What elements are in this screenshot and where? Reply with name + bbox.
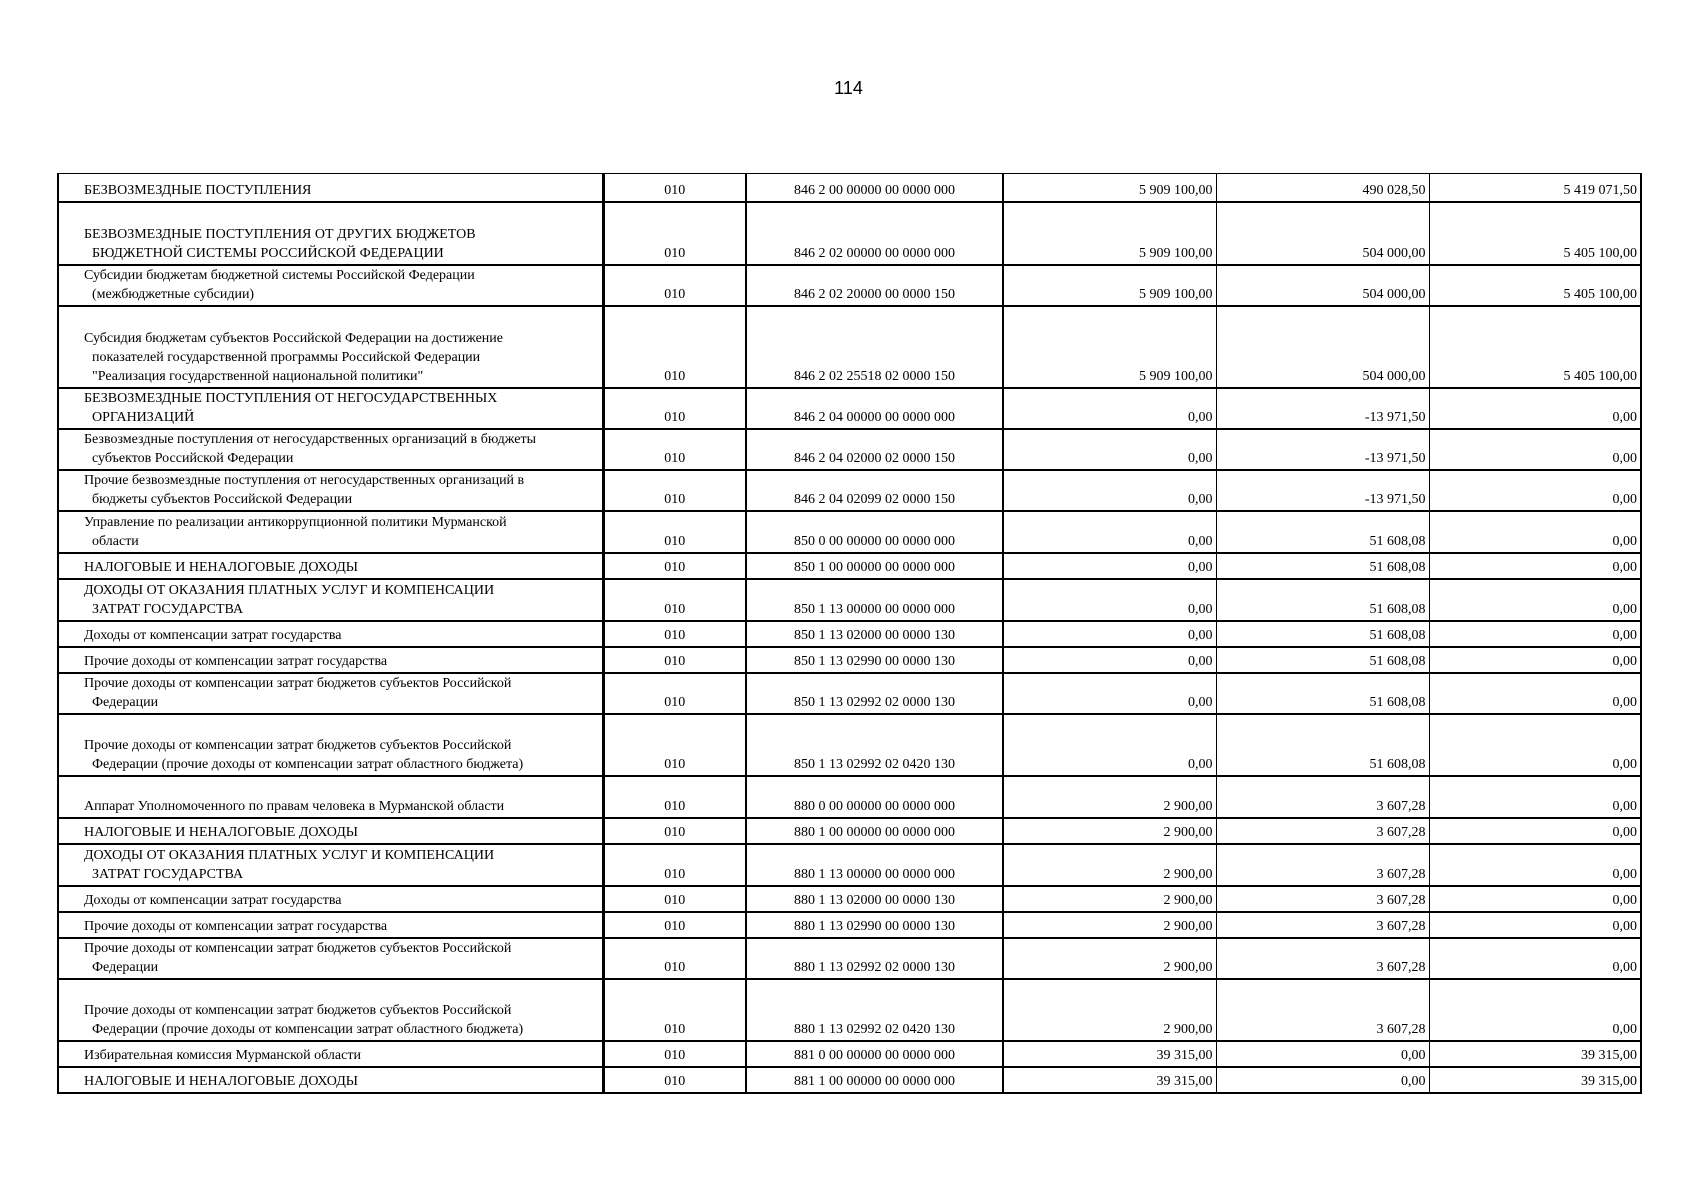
row-budget-classification-code: 850 1 13 02992 02 0000 130 (746, 673, 1003, 714)
table-row (58, 647, 1641, 673)
income-table (57, 173, 1642, 1094)
row-name: Прочие доходы от компенсации затрат бюджетов субъектов Российской Федерации (58, 938, 603, 979)
row-remaining-amount: 5 419 071,50 (1429, 174, 1641, 202)
row-planned-amount: 0,00 (1003, 673, 1216, 714)
table-row (58, 553, 1641, 579)
row-line-code: 010 (603, 388, 746, 429)
row-name: Прочие доходы от компенсации затрат государства (58, 647, 603, 673)
row-planned-amount: 0,00 (1003, 714, 1216, 776)
table-row (58, 1041, 1641, 1067)
row-executed-amount: 0,00 (1216, 1067, 1429, 1093)
row-executed-amount: 504 000,00 (1216, 265, 1429, 306)
row-executed-amount: 0,00 (1216, 1041, 1429, 1067)
row-name: Доходы от компенсации затрат государства (58, 621, 603, 647)
table-row (58, 1067, 1641, 1093)
row-planned-amount: 0,00 (1003, 429, 1216, 470)
row-line-code: 010 (603, 553, 746, 579)
row-planned-amount: 2 900,00 (1003, 776, 1216, 818)
row-executed-amount: 51 608,08 (1216, 714, 1429, 776)
row-planned-amount: 2 900,00 (1003, 979, 1216, 1041)
row-name: Управление по реализации антикоррупционной политики Мурманской области (58, 511, 603, 553)
row-line-code: 010 (603, 306, 746, 388)
row-executed-amount: 3 607,28 (1216, 818, 1429, 844)
row-planned-amount: 0,00 (1003, 579, 1216, 621)
row-executed-amount: 490 028,50 (1216, 174, 1429, 202)
row-planned-amount: 0,00 (1003, 388, 1216, 429)
row-planned-amount: 0,00 (1003, 511, 1216, 553)
page-number: 114 (834, 78, 863, 98)
row-executed-amount: 3 607,28 (1216, 912, 1429, 938)
row-name: Прочие безвозмездные поступления от негосударственных организаций в бюджеты субъектов Российской Федерации (58, 470, 603, 511)
table-row (58, 886, 1641, 912)
row-budget-classification-code: 881 0 00 00000 00 0000 000 (746, 1041, 1003, 1067)
row-budget-classification-code: 850 1 13 02990 00 0000 130 (746, 647, 1003, 673)
table-row (58, 306, 1641, 388)
row-remaining-amount: 0,00 (1429, 912, 1641, 938)
row-name: НАЛОГОВЫЕ И НЕНАЛОГОВЫЕ ДОХОДЫ (58, 1067, 603, 1093)
table-row (58, 673, 1641, 714)
row-planned-amount: 2 900,00 (1003, 938, 1216, 979)
row-line-code: 010 (603, 265, 746, 306)
row-remaining-amount: 39 315,00 (1429, 1067, 1641, 1093)
row-name: Доходы от компенсации затрат государства (58, 886, 603, 912)
row-remaining-amount: 0,00 (1429, 429, 1641, 470)
row-executed-amount: -13 971,50 (1216, 429, 1429, 470)
row-executed-amount: 51 608,08 (1216, 621, 1429, 647)
row-budget-classification-code: 846 2 00 00000 00 0000 000 (746, 174, 1003, 202)
row-executed-amount: 3 607,28 (1216, 776, 1429, 818)
row-name: Прочие доходы от компенсации затрат бюджетов субъектов Российской Федерации (прочие доходы от компенсации затрат областного бюджета) (58, 714, 603, 776)
row-name: БЕЗВОЗМЕЗДНЫЕ ПОСТУПЛЕНИЯ ОТ ДРУГИХ БЮДЖЕТОВ БЮДЖЕТНОЙ СИСТЕМЫ РОССИЙСКОЙ ФЕДЕРАЦИИ (58, 202, 603, 265)
row-line-code: 010 (603, 912, 746, 938)
row-name: Избирательная комиссия Мурманской области (58, 1041, 603, 1067)
row-line-code: 010 (603, 1067, 746, 1093)
row-executed-amount: 3 607,28 (1216, 844, 1429, 886)
row-remaining-amount: 0,00 (1429, 621, 1641, 647)
row-planned-amount: 5 909 100,00 (1003, 202, 1216, 265)
row-name: НАЛОГОВЫЕ И НЕНАЛОГОВЫЕ ДОХОДЫ (58, 553, 603, 579)
row-budget-classification-code: 850 1 13 02992 02 0420 130 (746, 714, 1003, 776)
row-line-code: 010 (603, 938, 746, 979)
row-name: Субсидия бюджетам субъектов Российской Федерации на достижение показателей государственной программы Российской Федерации "Реализация государственной национальной политики" (58, 306, 603, 388)
row-remaining-amount: 5 405 100,00 (1429, 202, 1641, 265)
row-name: ДОХОДЫ ОТ ОКАЗАНИЯ ПЛАТНЫХ УСЛУГ И КОМПЕНСАЦИИ ЗАТРАТ ГОСУДАРСТВА (58, 579, 603, 621)
row-line-code: 010 (603, 647, 746, 673)
row-remaining-amount: 0,00 (1429, 776, 1641, 818)
row-budget-classification-code: 881 1 00 00000 00 0000 000 (746, 1067, 1003, 1093)
row-budget-classification-code: 850 1 00 00000 00 0000 000 (746, 553, 1003, 579)
row-line-code: 010 (603, 470, 746, 511)
row-planned-amount: 2 900,00 (1003, 844, 1216, 886)
row-budget-classification-code: 880 1 13 00000 00 0000 000 (746, 844, 1003, 886)
table-row (58, 818, 1641, 844)
row-executed-amount: 51 608,08 (1216, 673, 1429, 714)
row-line-code: 010 (603, 511, 746, 553)
row-executed-amount: -13 971,50 (1216, 388, 1429, 429)
row-budget-classification-code: 880 1 00 00000 00 0000 000 (746, 818, 1003, 844)
row-name: БЕЗВОЗМЕЗДНЫЕ ПОСТУПЛЕНИЯ ОТ НЕГОСУДАРСТВЕННЫХ ОРГАНИЗАЦИЙ (58, 388, 603, 429)
row-line-code: 010 (603, 673, 746, 714)
row-remaining-amount: 0,00 (1429, 979, 1641, 1041)
row-line-code: 010 (603, 621, 746, 647)
row-line-code: 010 (603, 844, 746, 886)
row-executed-amount: 51 608,08 (1216, 647, 1429, 673)
row-name: Прочие доходы от компенсации затрат государства (58, 912, 603, 938)
row-budget-classification-code: 846 2 02 20000 00 0000 150 (746, 265, 1003, 306)
row-name: БЕЗВОЗМЕЗДНЫЕ ПОСТУПЛЕНИЯ (58, 174, 603, 202)
row-remaining-amount: 0,00 (1429, 647, 1641, 673)
table-row (58, 912, 1641, 938)
table-row (58, 979, 1641, 1041)
row-name: ДОХОДЫ ОТ ОКАЗАНИЯ ПЛАТНЫХ УСЛУГ И КОМПЕНСАЦИИ ЗАТРАТ ГОСУДАРСТВА (58, 844, 603, 886)
table-row (58, 938, 1641, 979)
row-planned-amount: 2 900,00 (1003, 912, 1216, 938)
row-planned-amount: 5 909 100,00 (1003, 265, 1216, 306)
row-budget-classification-code: 880 1 13 02992 02 0420 130 (746, 979, 1003, 1041)
row-remaining-amount: 0,00 (1429, 818, 1641, 844)
table-row (58, 429, 1641, 470)
row-line-code: 010 (603, 579, 746, 621)
row-line-code: 010 (603, 818, 746, 844)
row-remaining-amount: 5 405 100,00 (1429, 306, 1641, 388)
row-planned-amount: 0,00 (1003, 621, 1216, 647)
row-budget-classification-code: 880 1 13 02990 00 0000 130 (746, 912, 1003, 938)
row-budget-classification-code: 850 1 13 02000 00 0000 130 (746, 621, 1003, 647)
table-row (58, 202, 1641, 265)
row-remaining-amount: 0,00 (1429, 388, 1641, 429)
row-remaining-amount: 5 405 100,00 (1429, 265, 1641, 306)
row-remaining-amount: 0,00 (1429, 579, 1641, 621)
row-remaining-amount: 0,00 (1429, 673, 1641, 714)
row-planned-amount: 2 900,00 (1003, 818, 1216, 844)
table-row (58, 579, 1641, 621)
row-remaining-amount: 0,00 (1429, 553, 1641, 579)
row-name: Аппарат Уполномоченного по правам человека в Мурманской области (58, 776, 603, 818)
row-line-code: 010 (603, 1041, 746, 1067)
row-executed-amount: 504 000,00 (1216, 306, 1429, 388)
row-budget-classification-code: 880 1 13 02000 00 0000 130 (746, 886, 1003, 912)
row-remaining-amount: 0,00 (1429, 886, 1641, 912)
row-remaining-amount: 0,00 (1429, 511, 1641, 553)
row-name: Безвозмездные поступления от негосударственных организаций в бюджеты субъектов Российской Федерации (58, 429, 603, 470)
row-planned-amount: 5 909 100,00 (1003, 174, 1216, 202)
row-remaining-amount: 0,00 (1429, 714, 1641, 776)
row-budget-classification-code: 846 2 04 00000 00 0000 000 (746, 388, 1003, 429)
row-name: Прочие доходы от компенсации затрат бюджетов субъектов Российской Федерации (58, 673, 603, 714)
row-budget-classification-code: 880 0 00 00000 00 0000 000 (746, 776, 1003, 818)
row-budget-classification-code: 850 1 13 00000 00 0000 000 (746, 579, 1003, 621)
table-row (58, 511, 1641, 553)
row-executed-amount: -13 971,50 (1216, 470, 1429, 511)
table-row (58, 844, 1641, 886)
row-executed-amount: 3 607,28 (1216, 979, 1429, 1041)
row-budget-classification-code: 846 2 04 02099 02 0000 150 (746, 470, 1003, 511)
row-budget-classification-code: 846 2 04 02000 02 0000 150 (746, 429, 1003, 470)
table-row (58, 470, 1641, 511)
table-row (58, 265, 1641, 306)
row-line-code: 010 (603, 776, 746, 818)
row-planned-amount: 0,00 (1003, 553, 1216, 579)
row-executed-amount: 3 607,28 (1216, 886, 1429, 912)
row-planned-amount: 2 900,00 (1003, 886, 1216, 912)
row-name: НАЛОГОВЫЕ И НЕНАЛОГОВЫЕ ДОХОДЫ (58, 818, 603, 844)
row-line-code: 010 (603, 979, 746, 1041)
row-planned-amount: 39 315,00 (1003, 1041, 1216, 1067)
table-row (58, 174, 1641, 202)
row-remaining-amount: 39 315,00 (1429, 1041, 1641, 1067)
row-planned-amount: 0,00 (1003, 647, 1216, 673)
row-budget-classification-code: 850 0 00 00000 00 0000 000 (746, 511, 1003, 553)
row-planned-amount: 39 315,00 (1003, 1067, 1216, 1093)
row-name: Субсидии бюджетам бюджетной системы Российской Федерации (межбюджетные субсидии) (58, 265, 603, 306)
table-row (58, 388, 1641, 429)
row-budget-classification-code: 880 1 13 02992 02 0000 130 (746, 938, 1003, 979)
row-executed-amount: 504 000,00 (1216, 202, 1429, 265)
table-row (58, 776, 1641, 818)
row-executed-amount: 51 608,08 (1216, 553, 1429, 579)
row-line-code: 010 (603, 714, 746, 776)
row-line-code: 010 (603, 174, 746, 202)
row-planned-amount: 0,00 (1003, 470, 1216, 511)
table-row (58, 714, 1641, 776)
row-executed-amount: 3 607,28 (1216, 938, 1429, 979)
row-remaining-amount: 0,00 (1429, 938, 1641, 979)
row-executed-amount: 51 608,08 (1216, 579, 1429, 621)
row-planned-amount: 5 909 100,00 (1003, 306, 1216, 388)
row-budget-classification-code: 846 2 02 25518 02 0000 150 (746, 306, 1003, 388)
table-row (58, 621, 1641, 647)
row-line-code: 010 (603, 429, 746, 470)
row-budget-classification-code: 846 2 02 00000 00 0000 000 (746, 202, 1003, 265)
row-line-code: 010 (603, 886, 746, 912)
row-line-code: 010 (603, 202, 746, 265)
row-executed-amount: 51 608,08 (1216, 511, 1429, 553)
row-name: Прочие доходы от компенсации затрат бюджетов субъектов Российской Федерации (прочие доходы от компенсации затрат областного бюджета) (58, 979, 603, 1041)
income-table-body (58, 174, 1641, 1093)
row-remaining-amount: 0,00 (1429, 844, 1641, 886)
row-remaining-amount: 0,00 (1429, 470, 1641, 511)
